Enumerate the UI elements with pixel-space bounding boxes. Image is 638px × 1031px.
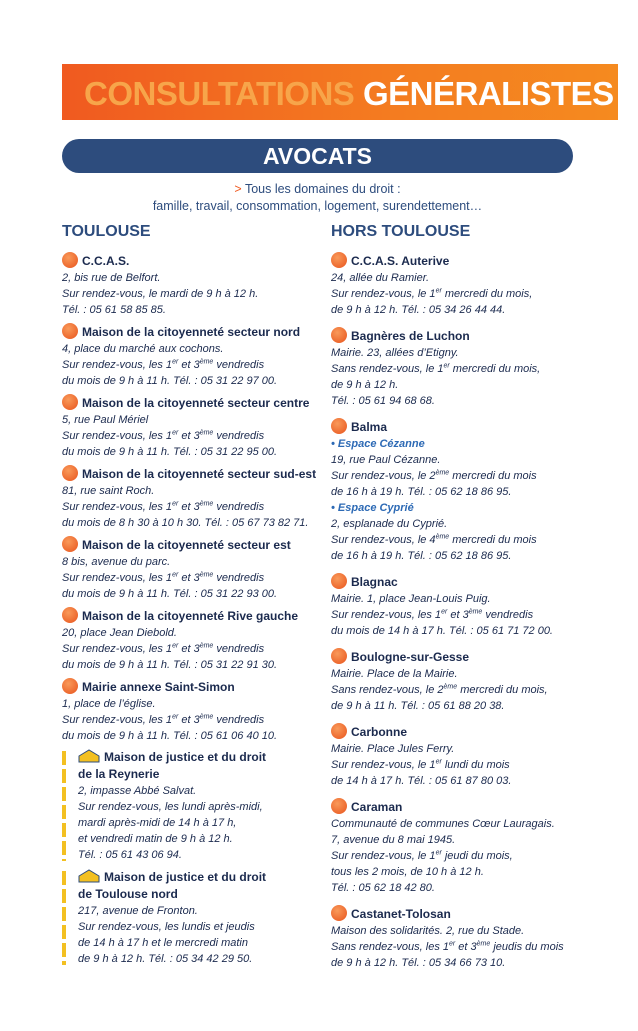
toulouse-column — [62, 222, 338, 973]
orange-dot-icon — [62, 323, 78, 339]
entry-line: du mois de 8 h 30 à 10 h 30. Tél. : 05 67 73 82 71. — [62, 517, 309, 529]
entry-line: Mairie. Place Jules Ferry. — [331, 743, 455, 755]
entry-line: Sur rendez-vous, le 1er mercredi du mois, — [331, 287, 533, 300]
entry-title-text: Maison de la citoyenneté secteur sud-est — [82, 467, 317, 481]
entry-line: et vendredi matin de 9 h à 12 h. — [78, 833, 233, 845]
location-entry — [62, 323, 338, 389]
orange-dot-icon — [331, 327, 347, 343]
entry-title — [78, 749, 338, 766]
entry-title — [331, 573, 621, 591]
entry-line: Sur rendez-vous, les lundi après-midi, — [78, 801, 263, 813]
entry-title-text: Maison de la citoyenneté Rive gauche — [82, 609, 299, 623]
entry-line: 217, avenue de Fronton. — [78, 905, 198, 917]
arrow-icon: > — [234, 182, 242, 196]
entry-title-text: Mairie annexe Saint-Simon — [82, 680, 235, 694]
entry-title-text: Maison de la citoyenneté secteur centre — [82, 396, 310, 410]
entry-line: 19, rue Paul Cézanne. — [331, 454, 441, 466]
entry-line: Sur rendez-vous, les 1er et 3ème vendredis — [62, 713, 265, 726]
justice-entry — [62, 749, 338, 863]
entry-line: de 9 h à 12 h. Tél. : 05 34 26 44 44. — [331, 304, 506, 316]
sub-location: • Espace Cézanne — [331, 438, 425, 450]
entry-line: Maison des solidarités. 2, rue du Stade. — [331, 925, 525, 937]
location-entry — [62, 536, 338, 602]
entry-line: Sans rendez-vous, le 1er mercredi du mois, — [331, 362, 541, 375]
entry-line: tous les 2 mois, de 10 h à 12 h. — [331, 866, 484, 878]
hors-toulouse-entries — [331, 252, 621, 971]
toulouse-heading: TOULOUSE — [62, 223, 151, 240]
entry-line: Sur rendez-vous, le 1er lundi du mois — [331, 758, 510, 771]
location-entry — [331, 648, 621, 714]
justice-entries — [62, 749, 338, 967]
entry-line: Communauté de communes Cœur Lauragais. — [331, 818, 555, 830]
location-entry — [331, 905, 621, 971]
orange-dot-icon — [62, 252, 78, 268]
entry-line: de 14 h à 17 h et le mercredi matin — [78, 937, 248, 949]
entry-line: de 9 h à 12 h. Tél. : 05 34 42 29 50. — [78, 953, 253, 965]
location-entry — [331, 573, 621, 639]
entry-line: Sur rendez-vous, les lundis et jeudis — [78, 921, 255, 933]
entry-line: 24, allée du Ramier. — [331, 272, 430, 284]
entry-line: 5, rue Paul Mériel — [62, 414, 149, 426]
entry-title-text: Maison de justice et du droit — [104, 870, 267, 884]
entry-line: Sur rendez-vous, les 1er et 3ème vendredis — [62, 571, 265, 584]
location-entry — [62, 252, 338, 318]
entry-title-text: Carbonne — [351, 725, 408, 739]
entry-line: Sur rendez-vous, les 1er et 3ème vendredis — [331, 608, 534, 621]
entry-line: 20, place Jean Diebold. — [62, 627, 177, 639]
hors-toulouse-heading: HORS TOULOUSE — [331, 223, 471, 240]
entry-line: du mois de 9 h à 11 h. Tél. : 05 61 06 40 10. — [62, 730, 278, 742]
sub-location: • Espace Cyprié — [331, 502, 414, 514]
entry-title-line-2: de la Reynerie — [78, 767, 160, 781]
orange-dot-icon — [331, 723, 347, 739]
entry-line: Sans rendez-vous, le 2ème mercredi du mois, — [331, 683, 548, 696]
location-entry — [62, 607, 338, 673]
entry-title-line-2: de Toulouse nord — [78, 887, 178, 901]
entry-line: Sur rendez-vous, le 1er jeudi du mois, — [331, 849, 513, 862]
hors-toulouse-column — [331, 222, 621, 980]
entry-line: de 16 h à 19 h. Tél. : 05 62 18 86 95. — [331, 486, 512, 498]
house-icon — [78, 749, 100, 763]
entry-line: 2, bis rue de Belfort. — [62, 272, 161, 284]
entry-line: Sur rendez-vous, les 1er et 3ème vendredis — [62, 429, 265, 442]
orange-dot-icon — [331, 573, 347, 589]
justice-entry — [62, 869, 338, 967]
entry-line: Tél. : 05 62 18 42 80. — [331, 882, 435, 894]
entry-line: de 9 h à 12 h. Tél. : 05 34 66 73 10. — [331, 957, 506, 969]
entry-title — [62, 678, 338, 696]
entry-line: du mois de 9 h à 11 h. Tél. : 05 31 22 91 30. — [62, 659, 278, 671]
orange-dot-icon — [62, 607, 78, 623]
intro-line-1: Tous les domaines du droit : — [244, 182, 401, 196]
entry-line: 2, esplanade du Cyprié. — [331, 518, 448, 530]
entry-line: 4, place du marché aux cochons. — [62, 343, 224, 355]
entry-line: de 9 h à 12 h. — [331, 379, 399, 391]
orange-dot-icon — [62, 394, 78, 410]
entry-title — [331, 905, 621, 923]
entry-line: Tél. : 05 61 43 06 94. — [78, 849, 182, 861]
toulouse-entries — [62, 252, 338, 744]
entry-line: mardi après-midi de 14 h à 17 h, — [78, 817, 237, 829]
entry-line: Tél. : 05 61 58 85 85. — [62, 304, 166, 316]
entry-line: 8 bis, avenue du parc. — [62, 556, 171, 568]
entry-title — [62, 607, 338, 625]
orange-dot-icon — [331, 905, 347, 921]
entry-line: Mairie. Place de la Mairie. — [331, 668, 458, 680]
location-entry — [331, 252, 621, 318]
orange-dot-icon — [331, 252, 347, 268]
entry-title — [62, 394, 338, 412]
entry-title-text: Maison de la citoyenneté secteur nord — [82, 325, 301, 339]
entry-line: 1, place de l’église. — [62, 698, 156, 710]
entry-line: du mois de 9 h à 11 h. Tél. : 05 31 22 97 00. — [62, 375, 278, 387]
entry-line: Mairie. 1, place Jean-Louis Puig. — [331, 593, 491, 605]
entry-line: du mois de 9 h à 11 h. Tél. : 05 31 22 93 00. — [62, 588, 278, 600]
entry-title — [331, 648, 621, 666]
entry-line: Sur rendez-vous, le 2ème mercredi du mois — [331, 469, 537, 482]
entry-line: Sur rendez-vous, le 4ème mercredi du mois — [331, 533, 537, 546]
location-entry — [62, 678, 338, 744]
entry-title — [62, 252, 338, 270]
orange-dot-icon — [62, 465, 78, 481]
orange-dot-icon — [331, 648, 347, 664]
entry-title — [62, 323, 338, 341]
entry-line: Sans rendez-vous, les 1er et 3ème jeudis du mois — [331, 940, 564, 953]
intro-text — [62, 181, 573, 215]
entry-title-text: C.C.A.S. — [82, 254, 130, 268]
location-entry — [331, 418, 621, 564]
orange-dot-icon — [331, 418, 347, 434]
entry-title-text: Balma — [351, 420, 388, 434]
entry-title — [331, 418, 621, 436]
orange-dot-icon — [331, 798, 347, 814]
entry-line: 2, impasse Abbé Salvat. — [78, 785, 197, 797]
entry-line: Sur rendez-vous, les 1er et 3ème vendredis — [62, 500, 265, 513]
entry-line: Sur rendez-vous, le mardi de 9 h à 12 h. — [62, 288, 259, 300]
entry-line: Sur rendez-vous, les 1er et 3ème vendredis — [62, 358, 265, 371]
entry-line: de 9 h à 11 h. Tél. : 05 61 88 20 38. — [331, 700, 505, 712]
entry-title — [78, 869, 338, 886]
entry-title-text: Caraman — [351, 800, 403, 814]
entry-line: de 16 h à 19 h. Tél. : 05 62 18 86 95. — [331, 550, 512, 562]
location-entry — [62, 394, 338, 460]
title-accent: CONSULTATIONS — [84, 75, 355, 112]
orange-dot-icon — [62, 678, 78, 694]
location-entry — [331, 723, 621, 789]
entry-line: de 14 h à 17 h. Tél. : 05 61 87 80 03. — [331, 775, 512, 787]
entry-line: 7, avenue du 8 mai 1945. — [331, 834, 456, 846]
entry-line: Tél. : 05 61 94 68 68. — [331, 395, 435, 407]
location-entry — [331, 327, 621, 409]
entry-title — [331, 327, 621, 345]
section-title: AVOCATS — [262, 143, 373, 169]
entry-title — [331, 723, 621, 741]
entry-line: du mois de 9 h à 11 h. Tél. : 05 31 22 95 00. — [62, 446, 278, 458]
entry-title-text: Castanet-Tolosan — [351, 907, 451, 921]
entry-title-text: C.C.A.S. Auterive — [351, 254, 450, 268]
entry-line: Mairie. 23, allées d’Etigny. — [331, 347, 459, 359]
page-title — [84, 74, 614, 114]
entry-title-text: Maison de justice et du droit — [104, 750, 267, 764]
entry-title-text: Bagnères de Luchon — [351, 329, 470, 343]
entry-title-text: Blagnac — [351, 575, 398, 589]
entry-title — [62, 536, 338, 554]
entry-line: Sur rendez-vous, les 1er et 3ème vendredis — [62, 642, 265, 655]
orange-dot-icon — [62, 536, 78, 552]
location-entry — [62, 465, 338, 531]
entry-title — [331, 798, 621, 816]
intro-line-2: famille, travail, consommation, logement, surendettement… — [152, 199, 483, 213]
house-icon — [78, 869, 100, 883]
title-main: GÉNÉRALISTES — [362, 75, 614, 112]
location-entry — [331, 798, 621, 896]
entry-title — [62, 465, 338, 483]
entry-line: du mois de 14 h à 17 h. Tél. : 05 61 71 72 00. — [331, 625, 553, 637]
entry-title-text: Maison de la citoyenneté secteur est — [82, 538, 291, 552]
entry-title — [331, 252, 621, 270]
entry-title-text: Boulogne-sur-Gesse — [351, 650, 470, 664]
entry-line: 81, rue saint Roch. — [62, 485, 155, 497]
